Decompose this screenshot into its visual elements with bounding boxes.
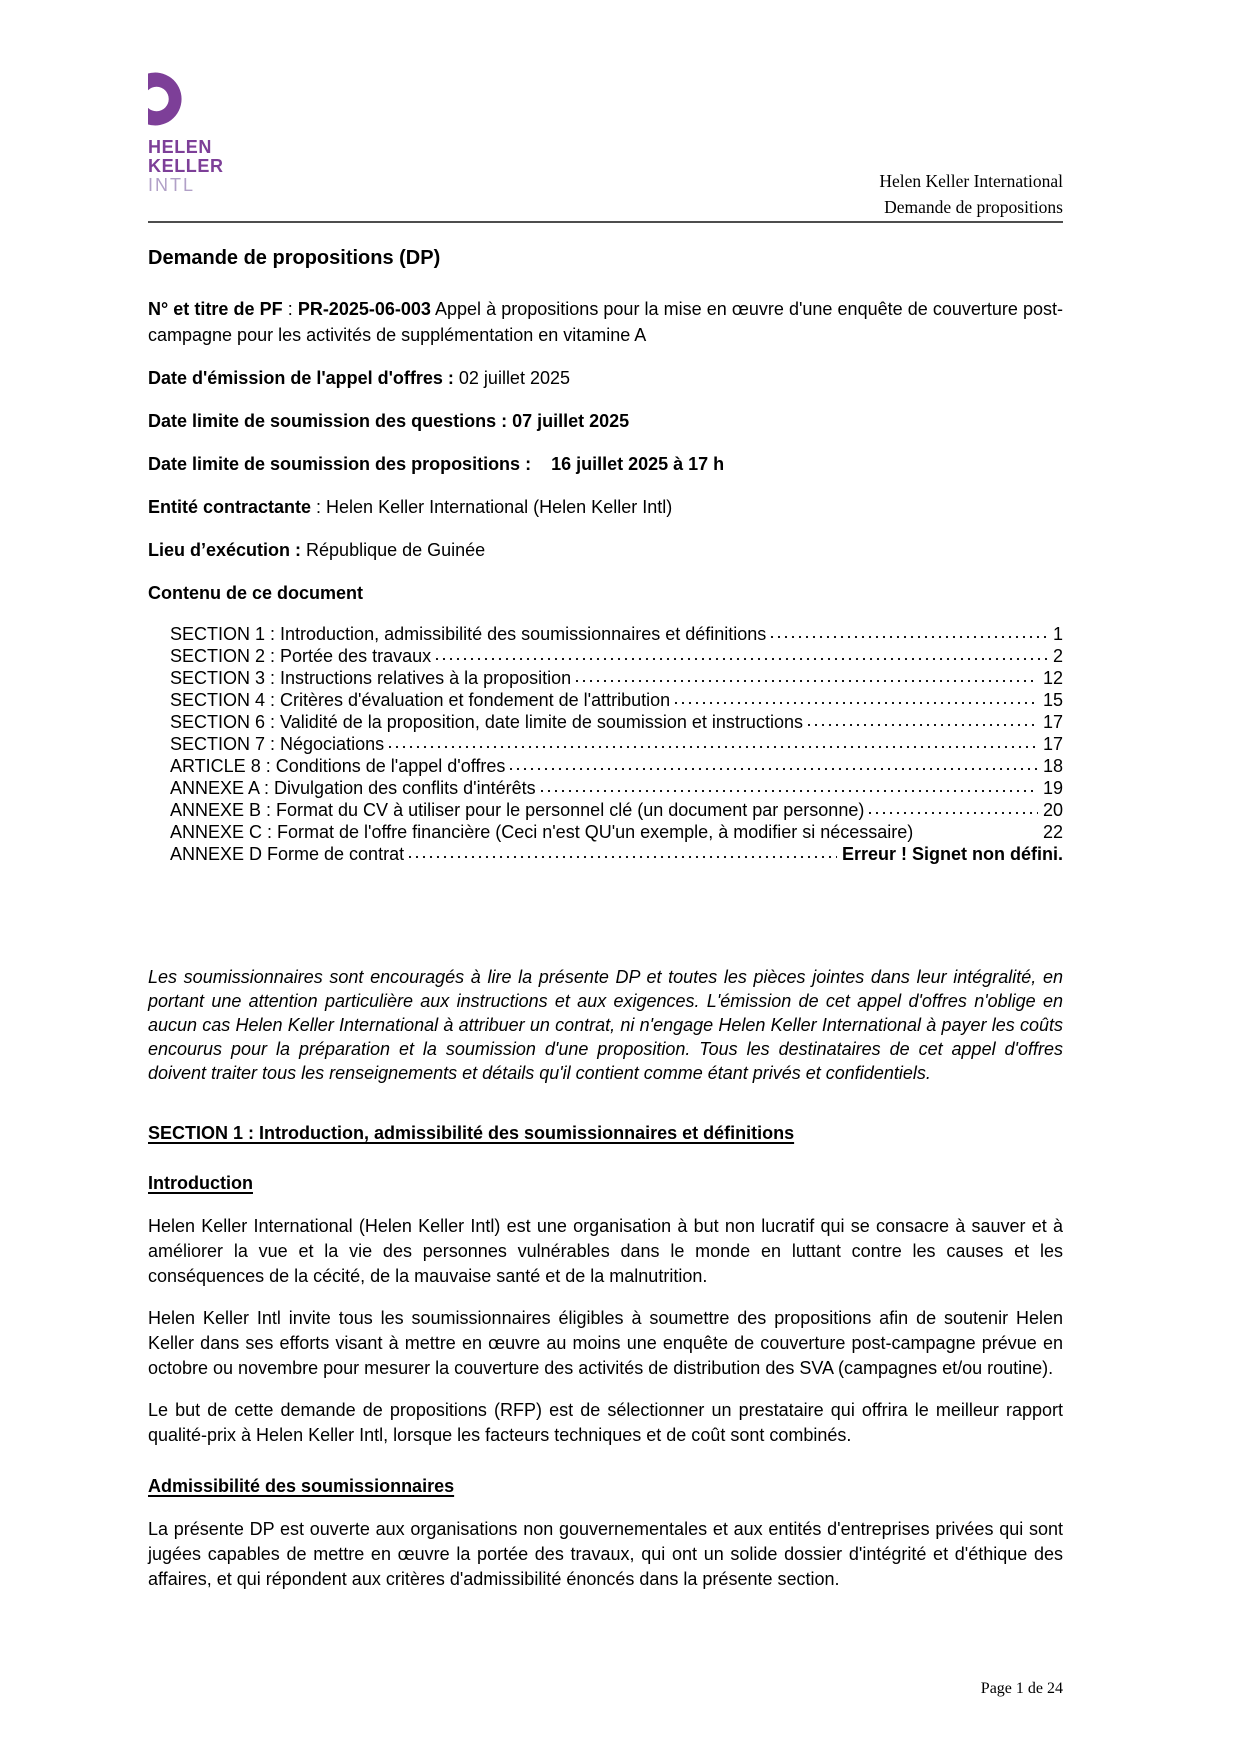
toc-entry[interactable] [170, 777, 1063, 799]
introduction-paragraph-1: Helen Keller International (Helen Keller Intl) est une organisation à but non lucratif qui se consacre à sauver et à améliorer la vue et la vie des personnes vulnérables dans le monde en luttant contre les causes et les conséquences de la cécité, de la mauvaise santé et de la malnutrition. [148, 1216, 1063, 1286]
helen-keller-crescent-logo-icon [148, 70, 195, 128]
toc-entry[interactable] [170, 733, 1063, 755]
text-run: PR-2025-06-003 [297, 299, 431, 319]
toc-entry[interactable] [170, 821, 1063, 843]
introduction-paragraph-2: Helen Keller Intl invite tous les soumissionnaires éligibles à soumettre des propositions afin de soutenir Helen Keller dans ses efforts visant à mettre en œuvre au moins une enquête de couverture post-campagne prévue en octobre ou novembre pour mesurer la couverture des activités de distribution des SVA (campagnes et/ou routine). [148, 1308, 1063, 1378]
introduction-paragraph-3: Le but de cette demande de propositions (RFP) est de sélectionner un prestataire qui offrira le meilleur rapport qualité-prix à Helen Keller Intl, lorsque les facteurs techniques et de coût sont combinés. [148, 1400, 1063, 1445]
toc-entry[interactable] [170, 843, 1063, 865]
toc-entry-page: Erreur ! Signet non défini. [841, 844, 1063, 864]
meta-section [148, 296, 1063, 563]
toc-entry-label: SECTION 2 : Portée des travaux [170, 646, 432, 666]
toc-entry-label: ANNEXE B : Format du CV à utiliser pour le personnel clé (un document par personne) [170, 800, 865, 820]
admissibility-paragraph: La présente DP est ouverte aux organisations non gouvernementales et aux entités d'entreprises privées qui sont jugées capables de mettre en œuvre la portée des travaux, qui ont un solide dossier d'intégrité et d'éthique des affaires, et qui répondent aux critères d'admissibilité énoncés dans la présente section. [148, 1519, 1063, 1589]
toc-title: Contenu de ce document [148, 583, 364, 603]
toc-entry-label: SECTION 7 : Négociations [170, 734, 385, 754]
confidentiality-notice: Les soumissionnaires sont encouragés à lire la présente DP et toutes les pièces jointes dans leur intégralité, en portant une attention particulière aux instructions et aux exigences. L'émission de cet appel d'offres n'oblige en aucun cas Helen Keller International à attribuer un contrat, ni n'engage Helen Keller International à payer les coûts encourus pour la préparation et la soumission d'une proposition. Tous les destinataires de cet appel d'offres doivent traiter tous les renseignements et détails qu'il contient comme étant privés et confidentiels. [148, 967, 1063, 1083]
page-number-footer: Page 1 de 24 [980, 1680, 1063, 1697]
admissibility-heading: Admissibilité des soumissionnaires [148, 1476, 455, 1496]
toc-entry-label: ANNEXE D Forme de contrat [170, 844, 405, 864]
text-run: République de Guinée [301, 540, 486, 560]
toc-entry-page: 12 [1042, 668, 1063, 688]
logo-line-helen: HELEN [148, 137, 213, 157]
document-body [0, 246, 1241, 1592]
toc-entry-label: SECTION 3 : Instructions relatives à la proposition [170, 668, 572, 688]
toc-entry-page: 18 [1042, 756, 1063, 776]
toc-entry-page: 17 [1042, 734, 1063, 754]
toc-entry[interactable] [170, 645, 1063, 667]
text-run: Date limite de soumission des propositions : 16 juillet 2025 à 17 h [148, 454, 725, 474]
text-run: Date limite de soumission des questions : 07 juillet 2025 [148, 411, 630, 431]
toc-entry-page: 19 [1042, 778, 1063, 798]
meta-line [148, 451, 1063, 477]
toc-entry[interactable] [170, 667, 1063, 689]
toc-entry-page: 22 [1042, 822, 1063, 842]
meta-line [148, 537, 1063, 563]
text-run: : Helen Keller International (Helen Keller Intl) [311, 497, 673, 517]
meta-line [148, 494, 1063, 520]
toc-entry-label: ARTICLE 8 : Conditions de l'appel d'offres [170, 756, 506, 776]
toc-entry-page: 17 [1042, 712, 1063, 732]
text-run: 02 juillet 2025 [453, 368, 570, 388]
toc-entry-label: SECTION 1 : Introduction, admissibilité des soumissionnaires et définitions [170, 624, 767, 644]
meta-line [148, 365, 1063, 391]
logo-line-keller: KELLER [148, 156, 224, 176]
toc-entry[interactable] [170, 799, 1063, 821]
text-run: Date d'émission de l'appel d'offres : [148, 368, 454, 388]
toc-entry[interactable] [170, 755, 1063, 777]
text-run: N° et titre de PF [148, 299, 283, 319]
toc-entry-page: 1 [1052, 624, 1063, 644]
introduction-heading: Introduction [148, 1173, 253, 1193]
meta-line [148, 408, 1063, 434]
toc-entry-label: SECTION 6 : Validité de la proposition, date limite de soumission et instructions [170, 712, 803, 732]
document-title: Demande de propositions (DP) [148, 247, 441, 269]
meta-line [148, 296, 1063, 348]
header-divider [148, 221, 1063, 223]
text-run: : [282, 299, 298, 319]
text-run: Entité contractante [148, 497, 312, 517]
toc-entry-label: ANNEXE A : Divulgation des conflits d'intérêts [170, 778, 536, 798]
toc-entry[interactable] [170, 689, 1063, 711]
header-org-name: Helen Keller International [879, 171, 1063, 191]
text-run: Appel à propositions pour la mise en œuvre d'une enquête de couverture post-campagne pour les activités de supplémentation en vitamine A [148, 299, 1063, 345]
toc-entry-label: SECTION 4 : Critères d'évaluation et fondement de l'attribution [170, 690, 671, 710]
toc-entry-page: 15 [1042, 690, 1063, 710]
toc-entry[interactable] [170, 623, 1063, 645]
text-run: Lieu d’exécution : [148, 540, 302, 560]
toc-entry-page: 20 [1042, 800, 1063, 820]
section-1-heading: SECTION 1 : Introduction, admissibilité des soumissionnaires et définitions [148, 1123, 795, 1143]
page-header [0, 0, 1241, 232]
running-header [879, 168, 1063, 220]
header-doc-type: Demande de propositions [884, 197, 1063, 217]
logo-wordmark [148, 138, 224, 195]
toc-entry-page: 2 [1052, 646, 1063, 666]
logo-line-intl: INTL [148, 175, 196, 195]
toc-entry[interactable] [170, 711, 1063, 733]
toc-entry-label: ANNEXE C : Format de l'offre financière (Ceci n'est QU'un exemple, à modifier si nécessaire) [170, 822, 914, 842]
table-of-contents [148, 623, 1063, 865]
